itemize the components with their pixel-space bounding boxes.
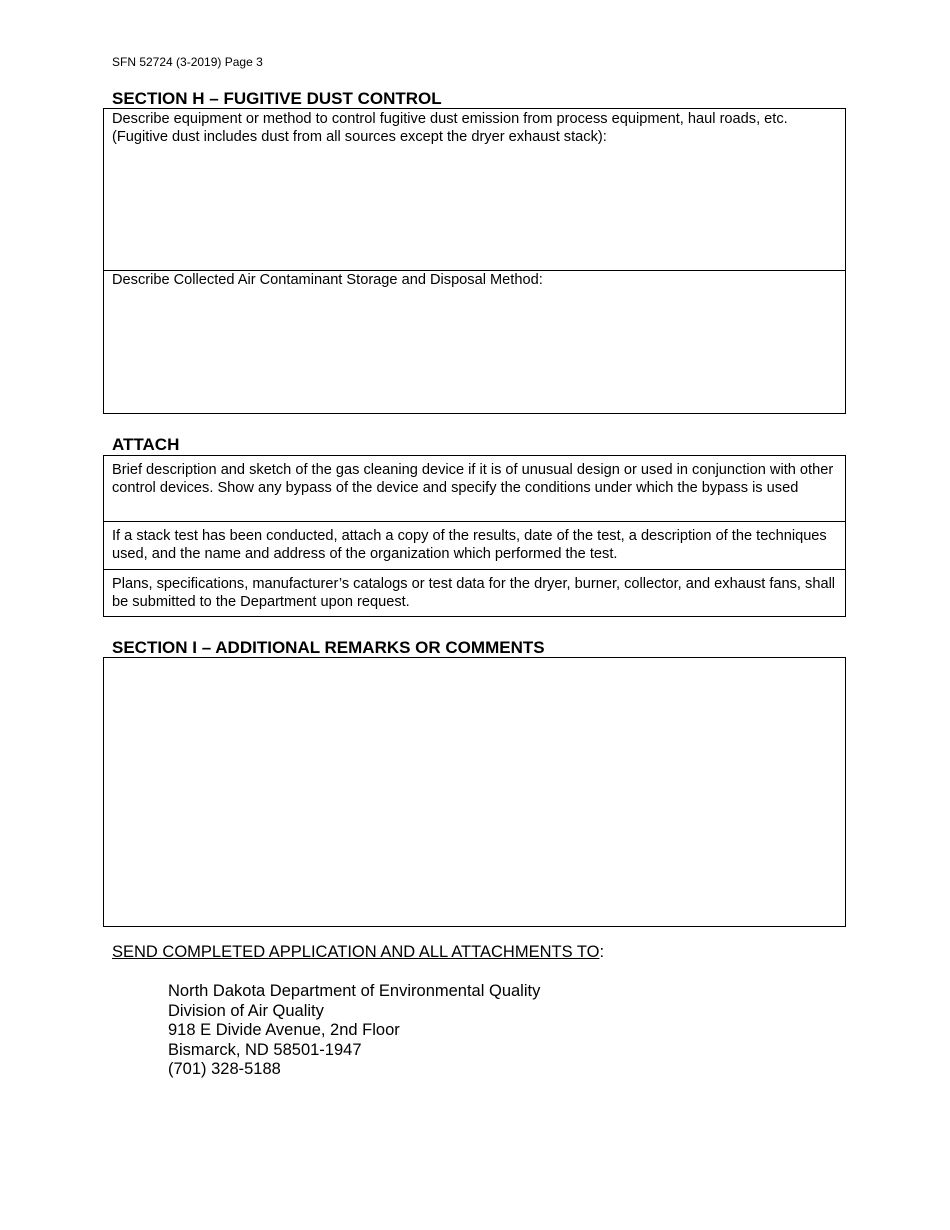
send-to-heading-text: SEND COMPLETED APPLICATION AND ALL ATTACHMENTS TO	[112, 943, 600, 961]
section-h-title: SECTION H – FUGITIVE DUST CONTROL	[112, 89, 442, 108]
address-phone: (701) 328-5188	[168, 1060, 281, 1079]
mailing-address	[168, 982, 540, 1080]
storage-disposal-method-label: Describe Collected Air Contaminant Storage and Disposal Method:	[112, 272, 543, 288]
attach-title: ATTACH	[112, 435, 180, 454]
fugitive-dust-method-field[interactable]	[104, 109, 845, 271]
address-line: Division of Air Quality	[168, 1001, 324, 1020]
form-id: SFN 52724 (3-2019) Page 3	[112, 55, 263, 69]
send-to-heading	[112, 943, 604, 962]
additional-remarks-field[interactable]	[103, 657, 846, 927]
fugitive-dust-method-label: Describe equipment or method to control fugitive dust emission from process equipment, haul roads, etc. (Fugitive dust includes dust from all sources except the dryer exhaust stack):	[112, 111, 788, 145]
address-line: Bismarck, ND 58501-1947	[168, 1040, 362, 1059]
storage-disposal-method-field[interactable]	[104, 271, 845, 413]
section-i-title: SECTION I – ADDITIONAL REMARKS OR COMMENTS	[112, 638, 545, 657]
attach-item: Brief description and sketch of the gas cleaning device if it is of unusual design or used in conjunction with other control devices. Show any bypass of the device and specify the conditions under which the bypass is used	[112, 462, 834, 496]
attach-table	[103, 455, 846, 617]
section-h-table	[103, 108, 846, 414]
address-line: North Dakota Department of Environmental Quality	[168, 982, 541, 1000]
send-to-heading-colon: :	[599, 943, 605, 961]
additional-remarks-value[interactable]	[104, 658, 845, 926]
attach-item: Plans, specifications, manufacturer’s catalogs or test data for the dryer, burner, collector, and exhaust fans, shall be submitted to the Department upon request.	[112, 576, 836, 610]
attach-item: If a stack test has been conducted, attach a copy of the results, date of the test, a description of the techniques used, and the name and address of the organization which performed the test.	[112, 528, 827, 562]
address-line: 918 E Divide Avenue, 2nd Floor	[168, 1021, 400, 1040]
